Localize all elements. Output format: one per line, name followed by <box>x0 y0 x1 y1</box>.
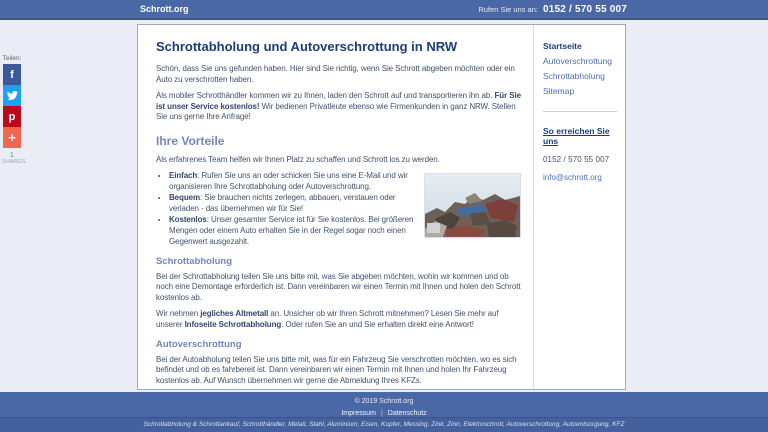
footer-links <box>0 410 768 417</box>
sidebar-item-autoverschrottung[interactable]: Autoverschrottung <box>543 56 612 66</box>
scrap-metal-photo <box>424 173 521 238</box>
infoseite-schrottabholung-link[interactable]: Infoseite Schrottabholung <box>184 319 282 329</box>
content-card <box>137 24 626 390</box>
sidebar-divider <box>543 111 617 112</box>
datenschutz-link[interactable]: Datenschutz <box>387 410 427 417</box>
footer <box>0 392 768 432</box>
intro-paragraph-2: Als mobiler Schrotthändler kommen wir zu Ihnen, laden den Schrott auf und transportieren ihn ab. Für Sie ist unser Service kostenlos! Wir bedienen Privatleute ebenso wie Firmenkunden in ganz NRW. Stellen Sie uns gerne Ihre Anfrage! <box>156 91 521 122</box>
contact-phone: 0152 / 570 55 007 <box>543 155 610 164</box>
sidebar-navigation <box>534 25 625 389</box>
call-us-block <box>478 0 627 18</box>
page-title: Schrottabholung und Autoverschrottung in NRW <box>156 39 458 54</box>
twitter-icon <box>7 90 18 101</box>
schrottabholung-paragraph-1: Bei der Schrottabholung teilen Sie uns bitte mit, was Sie abgeben möchten, wohin wir kommen und ob noch eine Demontage erforderlich ist. Dann vereinbaren wir einen Termin mit Ihnen und holen den Schrott kostenlos ab. <box>156 271 521 302</box>
pinterest-icon: p <box>8 110 16 123</box>
altmetall-link[interactable]: jegliches Altmetall <box>200 309 269 319</box>
pinterest-share-button[interactable] <box>3 106 21 127</box>
vorteile-intro: Als erfahrenes Team helfen wir Ihnen Platz zu schaffen und Schrott los zu werden. <box>156 154 440 164</box>
footer-link-separator: | <box>380 410 383 417</box>
facebook-icon: f <box>10 68 14 81</box>
schrottabholung-paragraph-2: Wir nehmen jegliches Altmetall an. Unsicher ob wir Ihren Schrott mitnehmen? Lesen Sie mehr auf unserer Infoseite Schrottabholung. Oder rufen Sie an und Sie erhalten direkt eine Antwort! <box>156 309 499 329</box>
contact-heading[interactable]: So erreichen Sie uns <box>543 126 610 146</box>
autoverschrottung-paragraph-1: Bei der Autoabholung teilen Sie uns bitte mit, was für ein Fahrzeug Sie verschrotten möchten, wo es sich befindet und ob es fahrbereit ist. Dann vereinbaren wir einen Termin mit Ihnen und holen Ihr Fahrzeug kostenlos ab. Auf Wunsch übernehmen wir gerne die Abmeldung Ihres KFZs. <box>156 354 517 385</box>
share-count-caption: SHARES <box>2 159 26 166</box>
contact-email-link[interactable]: info@schrott.org <box>543 173 602 182</box>
twitter-share-button[interactable] <box>3 85 21 106</box>
section-heading-vorteile: Ihre Vorteile <box>156 133 225 148</box>
intro-paragraph-1: Schön, dass Sie uns gefunden haben. Hier sind Sie richtig, wenn Sie Schrott abgeben möchten oder ein Auto zu verschrotten haben. <box>156 64 515 84</box>
copyright-text: © 2019 Schrott.org <box>354 398 414 405</box>
benefit-item: • Kostenlos: Unser gesamter Service ist für Sie kostenlos. Bei größeren Mengen oder einem Auto erhalten Sie in der Regel sogar noch einen Gegenwert ausgezahlt. <box>169 215 521 247</box>
sidebar-item-startseite[interactable]: Startseite <box>543 41 582 51</box>
impressum-link[interactable]: Impressum <box>341 410 376 417</box>
header-phone-number[interactable]: 0152 / 570 55 007 <box>542 3 627 15</box>
section-heading-autoverschrottung: Autoverschrottung <box>156 339 242 351</box>
benefit-item: • Bequem: Sie brauchen nichts zerlegen, abbauen, verstauen oder verladen - das übernehmen wir für Sie! <box>169 193 521 214</box>
main-column <box>138 25 534 389</box>
plus-icon: + <box>8 130 16 145</box>
section-heading-schrottabholung: Schrottabholung <box>156 256 232 268</box>
benefit-item: • Einfach: Rufen Sie uns an oder schicken Sie uns eine E-Mail und wir organisieren Ihre Schrottabholung oder Autoverschrottung. <box>169 171 521 192</box>
facebook-share-button[interactable] <box>3 64 21 85</box>
share-label: Teilen: <box>2 55 22 62</box>
share-count: 1 <box>9 150 15 159</box>
top-bar <box>0 0 768 20</box>
sidebar-item-schrottabholung[interactable]: Schrottabholung <box>543 71 605 81</box>
call-us-label: Rufen Sie uns an: <box>478 4 538 14</box>
site-brand[interactable]: Schrott.org <box>140 4 189 14</box>
more-share-button[interactable] <box>3 127 21 148</box>
sidebar-item-sitemap[interactable]: Sitemap <box>543 86 575 96</box>
share-rail <box>2 55 26 166</box>
keywords-bar: Schrottabholung & Schrottankauf, Schrotthändler, Metall, Stahl, Aluminium, Eisen, Kupfer, Messing, Zink, Zinn, Elektroschrott, Autoverschrottung, Autoentsorgung, KFZ <box>0 417 768 432</box>
